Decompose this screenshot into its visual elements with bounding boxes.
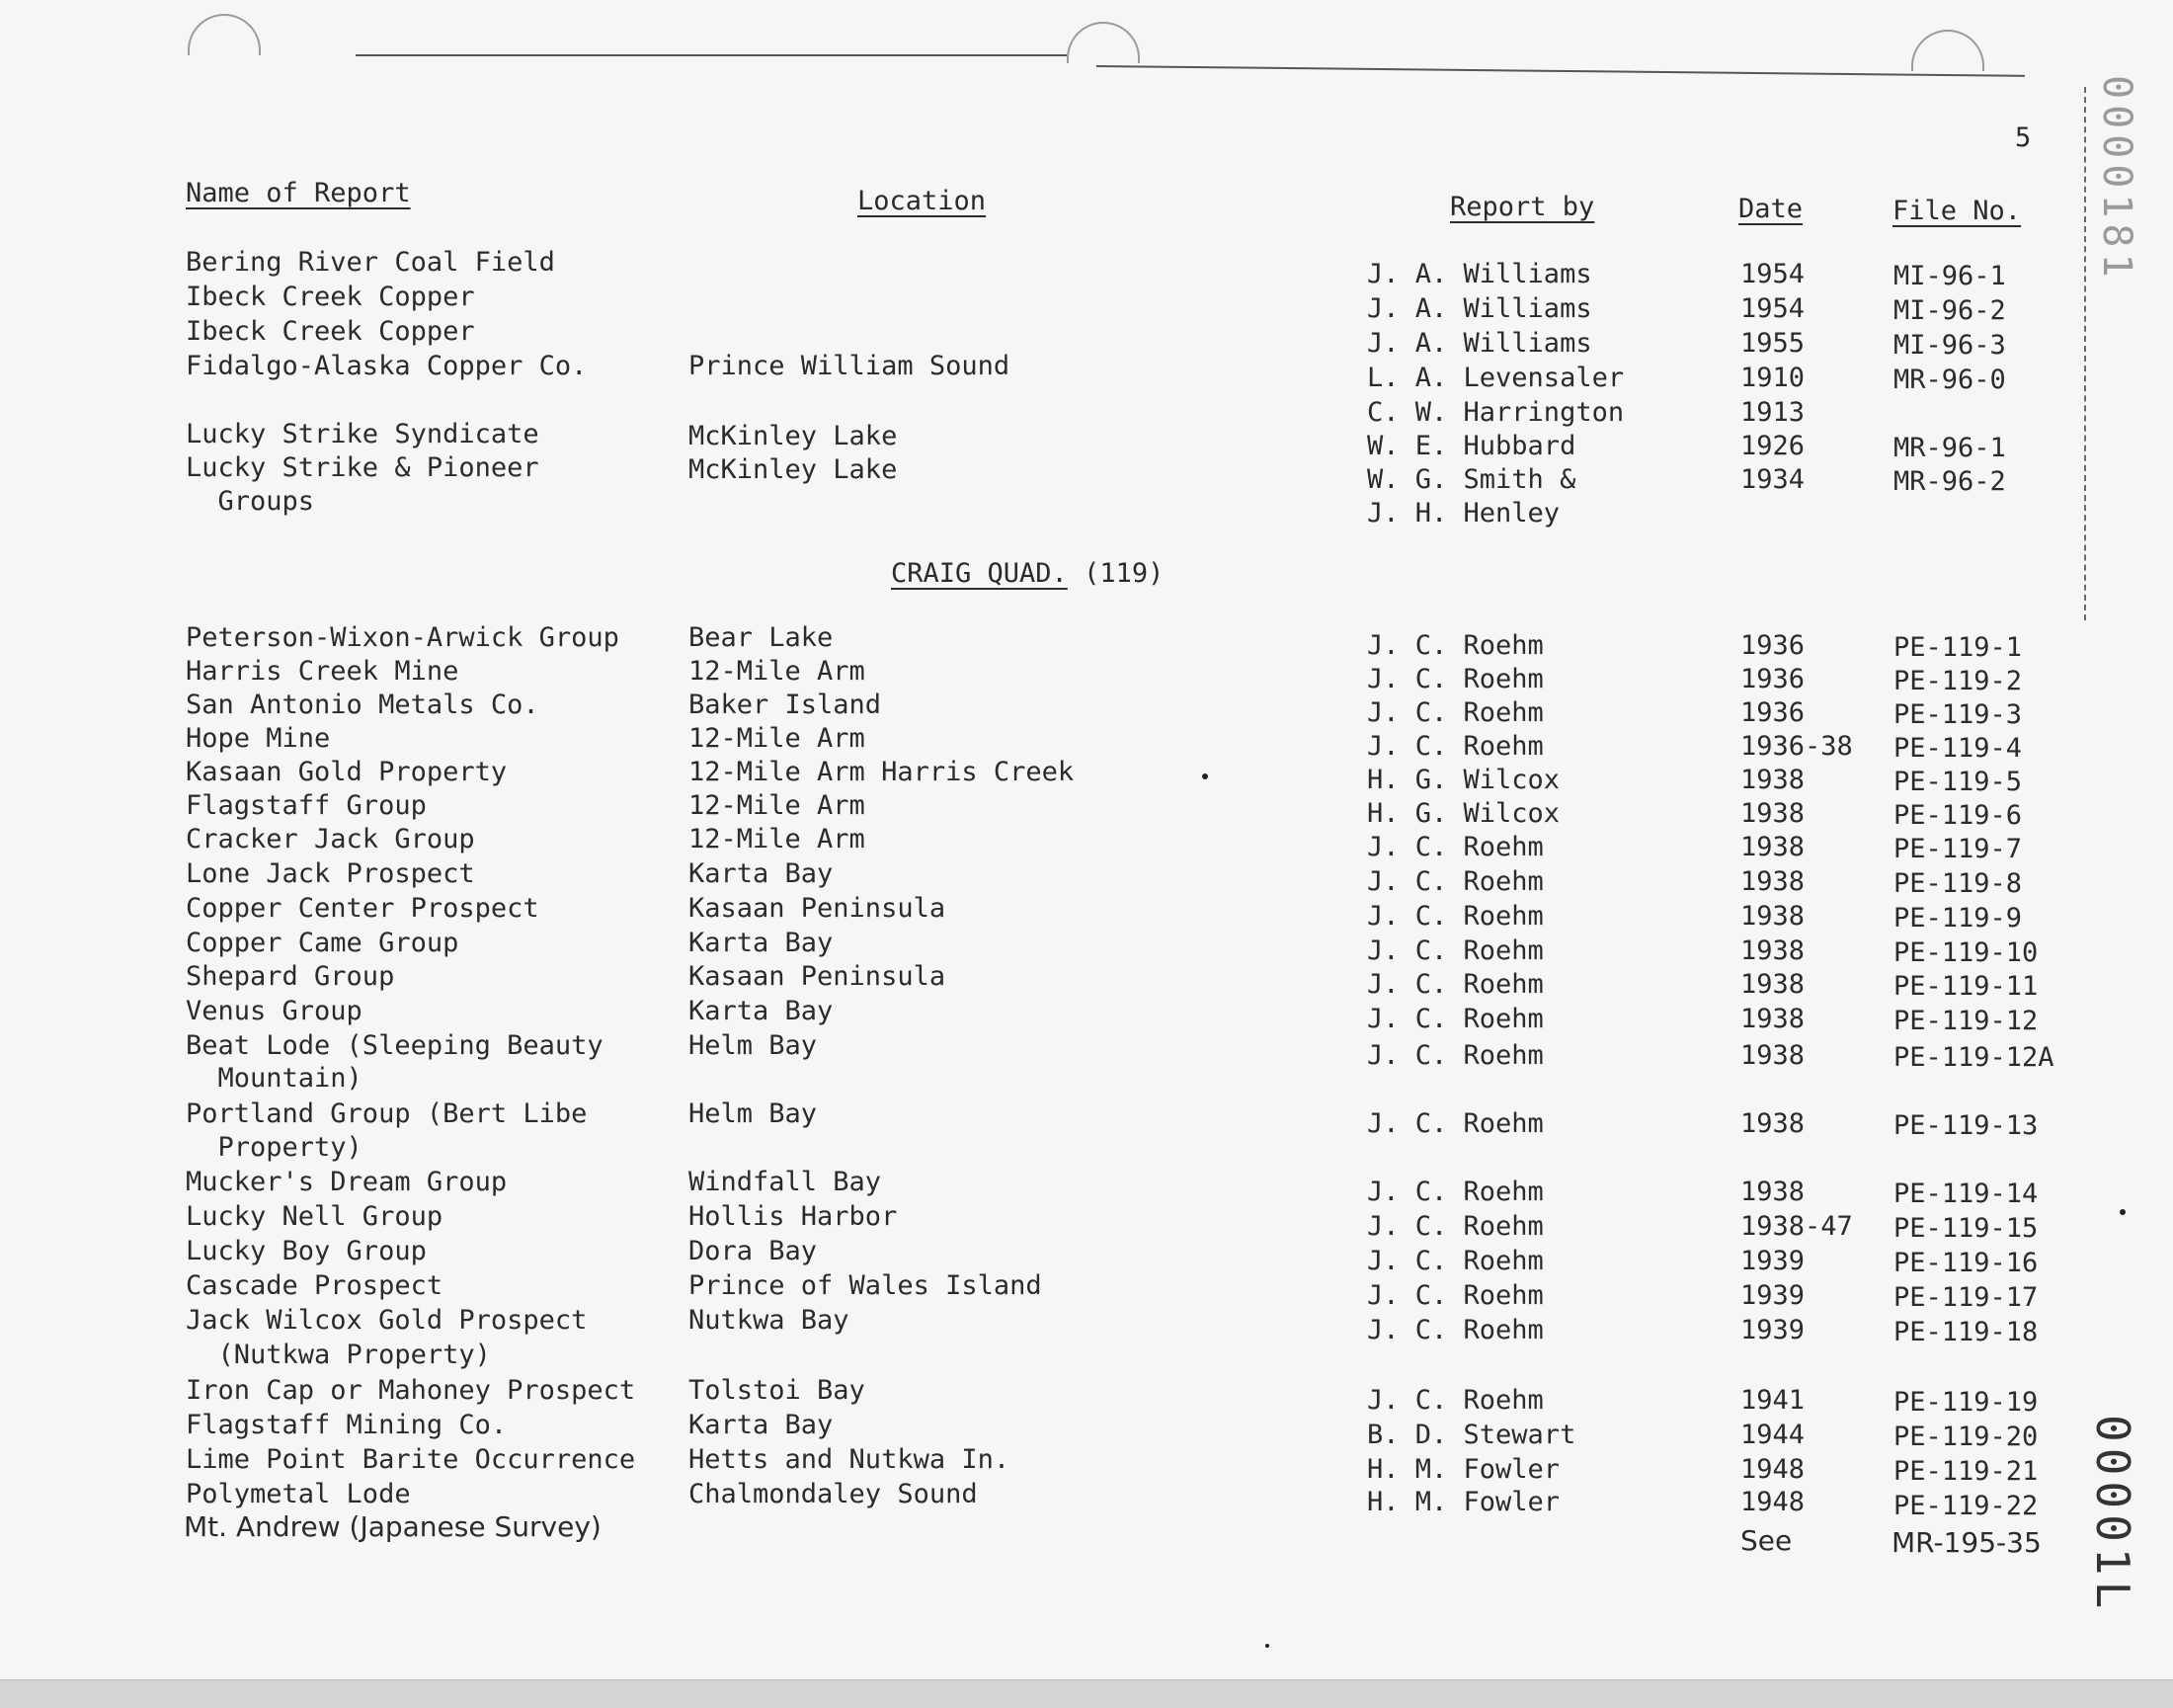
file-number: MR-195-35 [1891,1526,2042,1559]
report-date: 1938 [1740,866,1806,897]
report-author: J. C. Roehm [1367,1108,1544,1139]
report-name: Iron Cap or Mahoney Prospect [186,1375,636,1406]
report-author: C. W. Harrington [1367,397,1625,428]
report-location: Dora Bay [688,1236,818,1266]
report-location: 12-Mile Arm [688,723,865,754]
report-location: 12-Mile Arm Harris Creek [688,757,1075,787]
section-title: CRAIG QUAD. [891,558,1068,589]
report-author: H. M. Fowler [1367,1487,1561,1517]
file-number: PE-119-15 [1893,1213,2039,1244]
file-number: PE-119-12 [1893,1006,2039,1036]
file-number: PE-119-9 [1893,903,2023,934]
right-margin-rule [2084,87,2086,620]
report-author: W. E. Hubbard [1367,431,1576,461]
report-location: 12-Mile Arm [688,656,865,687]
report-author: J. A. Williams [1367,328,1592,359]
report-author: B. D. Stewart [1367,1420,1576,1450]
report-author: J. C. Roehm [1367,1385,1544,1416]
report-author: J. C. Roehm [1367,1211,1544,1242]
report-author: J. C. Roehm [1367,697,1544,728]
report-author: H. G. Wilcox [1367,798,1561,829]
header-location: Location [857,186,987,216]
report-author: J. C. Roehm [1367,1280,1544,1311]
file-number: PE-119-11 [1893,971,2039,1002]
report-author: J. C. Roehm [1367,1315,1544,1345]
report-date: 1938 [1740,765,1806,795]
report-name: Cracker Jack Group [186,824,475,854]
report-date: 1926 [1740,431,1806,461]
report-author: J. C. Roehm [1367,1040,1544,1071]
file-number: MI-96-2 [1893,295,2006,326]
report-author: J. H. Henley [1367,498,1561,529]
report-name: Flagstaff Mining Co. [186,1410,508,1440]
scan-bottom-edge [0,1679,2173,1708]
report-author: J. C. Roehm [1367,731,1544,762]
file-number: PE-119-13 [1893,1110,2039,1141]
report-date: 1938 [1740,798,1806,829]
header-date: Date [1738,194,1804,224]
file-number: PE-119-8 [1893,868,2023,899]
report-name: Peterson-Wixon-Arwick Group [186,622,619,653]
report-author: J. C. Roehm [1367,969,1544,1000]
report-location: Karta Bay [688,1410,834,1440]
file-number: PE-119-16 [1893,1248,2039,1278]
report-location: Prince of Wales Island [688,1270,1042,1301]
report-location: Helm Bay [688,1098,818,1129]
report-name: Venus Group [186,996,362,1026]
report-location: Hetts and Nutkwa In. [688,1444,1010,1475]
report-name: Lucky Boy Group [186,1236,427,1266]
section-heading [891,558,1164,589]
file-number: PE-119-18 [1893,1317,2039,1347]
report-author: L. A. Levensaler [1367,363,1625,393]
page-number: 5 [2015,122,2032,153]
report-name: Polymetal Lode [186,1479,411,1509]
report-location: Baker Island [688,690,882,720]
report-date: 1954 [1740,293,1806,324]
report-author: J. A. Williams [1367,293,1592,324]
report-author: J. C. Roehm [1367,901,1544,932]
binder-tab-mark [188,14,261,55]
report-date: 1938 [1740,969,1806,1000]
header-name-of-report: Name of Report [186,178,411,208]
report-author: H. M. Fowler [1367,1454,1561,1485]
file-number: PE-119-20 [1893,1422,2039,1452]
report-date: 1938 [1740,1108,1806,1139]
report-author: J. C. Roehm [1367,630,1544,661]
file-number: PE-119-10 [1893,937,2039,968]
report-author: W. G. Smith & [1367,464,1576,495]
file-number: PE-119-2 [1893,666,2023,696]
report-name: San Antonio Metals Co. [186,690,539,720]
report-date: 1944 [1740,1420,1806,1450]
file-number: MR-96-2 [1893,466,2006,497]
binder-tab-mark [1067,22,1140,63]
report-name: Lucky Nell Group [186,1201,443,1232]
report-date: 1938 [1740,1177,1806,1207]
report-name: Cascade Prospect [186,1270,443,1301]
report-date: 1936 [1740,697,1806,728]
report-author: H. G. Wilcox [1367,765,1561,795]
report-date: 1936 [1740,630,1806,661]
top-rule-right [1096,65,2025,77]
ink-speck [1202,773,1208,779]
report-name: Property) [186,1132,362,1163]
report-name: Lucky Strike & Pioneer [186,452,539,483]
report-name: Ibeck Creek Copper [186,282,475,312]
report-name: Portland Group (Bert Libe [186,1098,588,1129]
microfilm-stamp-lower: 00001L [2086,1415,2139,1615]
report-name: Flagstaff Group [186,790,427,821]
report-date: 1948 [1740,1454,1806,1485]
file-number: PE-119-19 [1893,1387,2039,1418]
report-date: 1938 [1740,832,1806,862]
report-date: 1939 [1740,1280,1806,1311]
file-number: PE-119-6 [1893,800,2023,831]
file-number: PE-119-4 [1893,733,2023,764]
report-date: 1938 [1740,935,1806,966]
report-name: Copper Came Group [186,928,459,958]
file-number: MR-96-0 [1893,365,2006,395]
file-number: PE-119-12A [1893,1042,2054,1073]
report-name: (Nutkwa Property) [186,1340,491,1370]
microfilm-stamp-upper: 0000181 [2094,75,2139,284]
report-location: Bear Lake [688,622,834,653]
report-date: 1941 [1740,1385,1806,1416]
report-date: 1910 [1740,363,1806,393]
report-name: Ibeck Creek Copper [186,316,475,347]
file-number: MI-96-1 [1893,261,2006,291]
report-name: Hope Mine [186,723,331,754]
report-name: Lone Jack Prospect [186,858,475,889]
binder-tab-mark [1911,30,1984,71]
report-location: Nutkwa Bay [688,1305,849,1336]
report-location: Karta Bay [688,996,834,1026]
report-date: 1936-38 [1740,731,1853,762]
report-name: Mt. Andrew (Japanese Survey) [184,1510,602,1543]
report-date: 1954 [1740,259,1806,289]
report-date: 1938 [1740,1040,1806,1071]
report-location: Kasaan Peninsula [688,961,946,992]
report-name: Bering River Coal Field [186,247,555,278]
report-date: 1955 [1740,328,1806,359]
report-location: Hollis Harbor [688,1201,898,1232]
report-date: 1948 [1740,1487,1806,1517]
section-number: (119) [1084,558,1165,589]
report-location: McKinley Lake [688,421,898,451]
report-location: Helm Bay [688,1030,818,1061]
report-author: J. C. Roehm [1367,1246,1544,1276]
report-author: J. A. Williams [1367,259,1592,289]
report-author: J. C. Roehm [1367,664,1544,694]
report-location: McKinley Lake [688,454,898,485]
report-name: Groups [186,486,315,517]
report-name: Kasaan Gold Property [186,757,508,787]
report-name: Copper Center Prospect [186,893,539,924]
report-name: Mountain) [186,1063,362,1094]
report-date: 1934 [1740,464,1806,495]
report-location: 12-Mile Arm [688,824,865,854]
report-name: Shepard Group [186,961,395,992]
report-date: See [1740,1524,1793,1557]
report-date: 1939 [1740,1246,1806,1276]
report-name: Beat Lode (Sleeping Beauty [186,1030,604,1061]
report-location: 12-Mile Arm [688,790,865,821]
file-number: PE-119-21 [1893,1456,2039,1487]
report-author: J. C. Roehm [1367,1177,1544,1207]
file-number: PE-119-3 [1893,699,2023,730]
file-number: PE-119-7 [1893,834,2023,864]
report-date: 1938-47 [1740,1211,1853,1242]
report-location: Tolstoi Bay [688,1375,865,1406]
report-name: Mucker's Dream Group [186,1167,508,1197]
file-number: PE-119-1 [1893,632,2023,663]
report-location: Kasaan Peninsula [688,893,946,924]
report-date: 1938 [1740,901,1806,932]
report-date: 1913 [1740,397,1806,428]
report-location: Windfall Bay [688,1167,882,1197]
report-location: Karta Bay [688,858,834,889]
report-name: Lucky Strike Syndicate [186,419,539,449]
report-author: J. C. Roehm [1367,1004,1544,1034]
file-number: MI-96-3 [1893,330,2006,361]
report-date: 1936 [1740,664,1806,694]
report-date: 1939 [1740,1315,1806,1345]
ink-speck [2120,1209,2126,1215]
report-author: J. C. Roehm [1367,935,1544,966]
report-name: Lime Point Barite Occurrence [186,1444,636,1475]
ink-speck [1265,1644,1269,1648]
report-name: Jack Wilcox Gold Prospect [186,1305,588,1336]
report-date: 1938 [1740,1004,1806,1034]
file-number: PE-119-22 [1893,1491,2039,1521]
header-file-no: File No. [1892,196,2022,226]
file-number: PE-119-17 [1893,1282,2039,1313]
header-report-by: Report by [1450,192,1595,222]
report-name: Harris Creek Mine [186,656,459,687]
top-rule-left [356,54,1067,56]
report-author: J. C. Roehm [1367,866,1544,897]
report-location: Karta Bay [688,928,834,958]
report-author: J. C. Roehm [1367,832,1544,862]
report-location: Prince William Sound [688,351,1010,381]
file-number: MR-96-1 [1893,433,2006,463]
file-number: PE-119-5 [1893,767,2023,797]
report-name: Fidalgo-Alaska Copper Co. [186,351,588,381]
report-location: Chalmondaley Sound [688,1479,978,1509]
file-number: PE-119-14 [1893,1179,2039,1209]
